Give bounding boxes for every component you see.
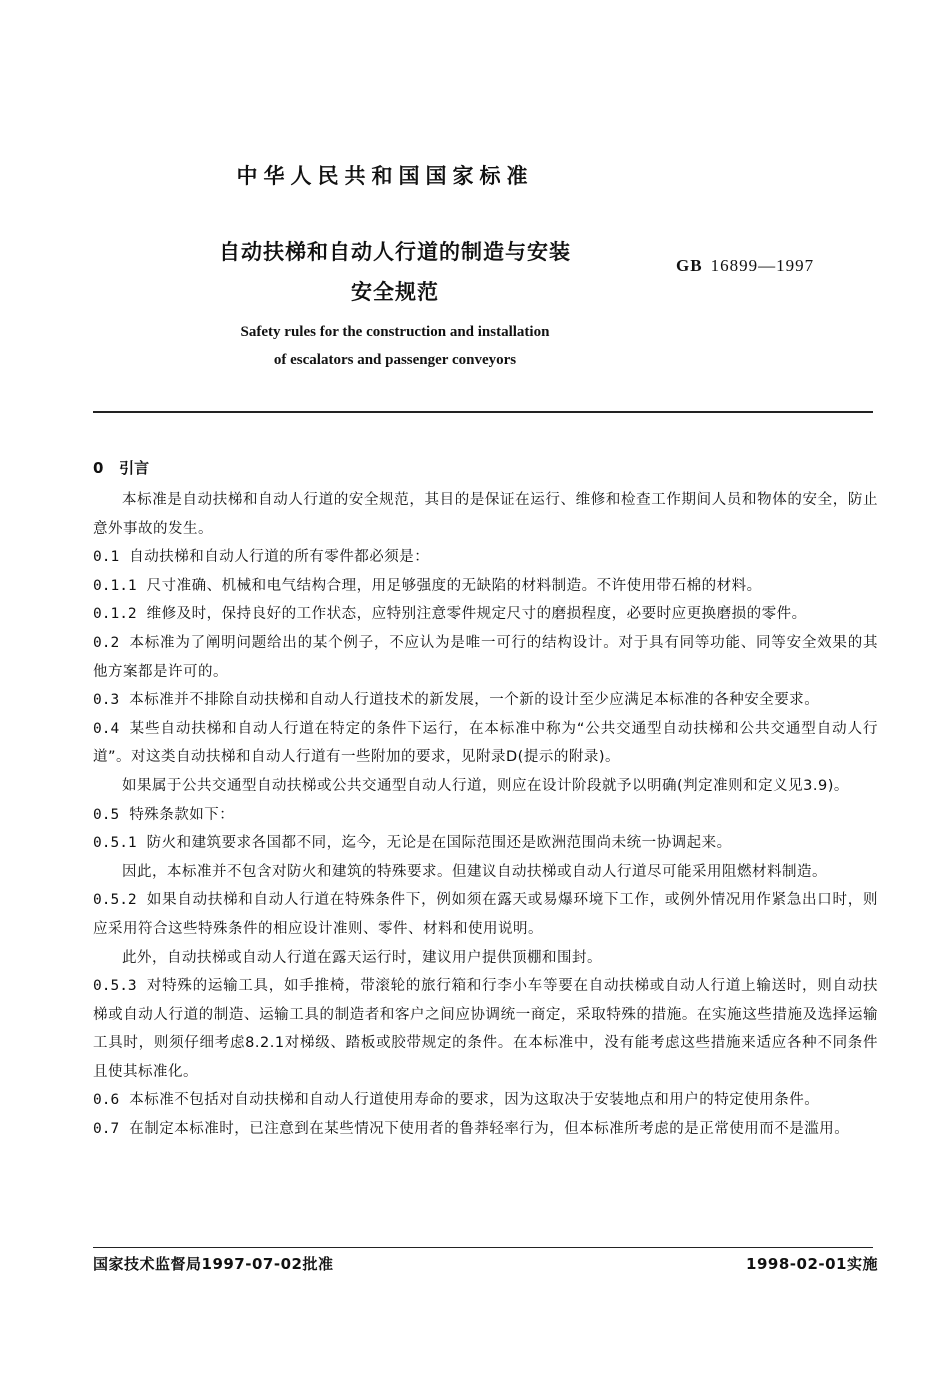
effective-date: 1998-02-01实施 [746,1255,878,1273]
chinese-title-line-2: 安全规范 [351,280,439,304]
section-heading [93,457,149,478]
standard-code [676,256,814,276]
paragraph-text: 特殊条款如下： [129,806,235,823]
clause-number: 0.6 [93,1092,120,1109]
paragraph [93,629,878,686]
paragraph [93,801,878,830]
clause-number: 0.4 [93,720,120,737]
english-title-line-2: of escalators and passenger conveyors [273,352,517,368]
paragraph [93,1115,878,1144]
paragraph-text: 本标准不包括对自动扶梯和自动人行道使用寿命的要求，因为这取决于安装地点和用户的特定使用条件。 [129,1092,820,1109]
paragraph [93,829,878,858]
clause-number: 0.2 [93,634,120,651]
paragraph-text: 此外，自动扶梯或自动人行道在露天运行时，建议用户提供顶棚和围封。 [122,949,602,966]
paragraph [93,858,878,887]
paragraph [93,886,878,943]
paragraph [93,772,878,801]
national-standard-heading: 中华人民共和国国家标准 [236,164,534,188]
paragraph-text: 某些自动扶梯和自动人行道在特定的条件下运行，在本标准中称为“公共交通型自动扶梯和公共交通型自动人行道”。对这类自动扶梯和自动人行道有一些附加的要求，见附录D(提示的附录)。 [93,720,878,766]
paragraph-text: 本标准是自动扶梯和自动人行道的安全规范，其目的是保证在运行、维修和检查工作期间人员和物体的安全，防止意外事故的发生。 [93,492,878,537]
section-title: 引言 [119,459,150,477]
paragraph [93,944,878,973]
paragraph [93,572,878,601]
standard-prefix: GB [676,256,703,275]
paragraph [93,715,878,772]
paragraph-text: 如果自动扶梯和自动人行道在特殊条件下，例如须在露天或易爆环境下工作，或例外情况用作紧急出口时，则应采用符合这些特殊条件的相应设计准则、零件、材料和使用说明。 [93,892,878,937]
paragraph [93,972,878,1086]
clause-number: 0.7 [93,1121,120,1138]
paragraph-text: 尺寸准确、机械和电气结构合理，用足够强度的无缺陷的材料制造。不许使用带石棉的材料。 [146,577,762,594]
paragraph [93,686,878,715]
paragraph-text: 如果属于公共交通型自动扶梯或公共交通型自动人行道，则应在设计阶段就予以明确(判定准则和定义见3.9)。 [122,777,849,794]
paragraph-text: 在制定本标准时，已注意到在某些情况下使用者的鲁莽轻率行为，但本标准所考虑的是正常使用而不是滥用。 [129,1121,850,1138]
paragraph-text: 本标准并不排除自动扶梯和自动人行道技术的新发展，一个新的设计至少应满足本标准的各种安全要求。 [129,692,820,709]
paragraph [93,600,878,629]
clause-number: 0.1.2 [93,606,137,623]
paragraph [93,543,878,572]
paragraph [93,1086,878,1115]
approval-info: 国家技术监督局1997-07-02批准 [93,1255,334,1273]
clause-number: 0.5.1 [93,835,137,852]
footer-divider [93,1247,873,1248]
clause-number: 0.1 [93,549,120,566]
english-title-line-1: Safety rules for the construction and installation [240,324,550,340]
paragraph-text: 防火和建筑要求各国都不同，迄今，无论是在国际范围还是欧洲范围尚未统一协调起来。 [146,835,732,852]
standard-number: 16899—1997 [710,256,815,275]
paragraph-text: 维修及时，保持良好的工作状态，应特别注意零件规定尺寸的磨损程度，必要时应更换磨损的零件。 [146,606,807,623]
header-divider [93,411,873,413]
paragraph-text: 自动扶梯和自动人行道的所有零件都必须是： [129,549,430,566]
clause-number: 0.3 [93,692,120,709]
paragraph [93,486,878,543]
chinese-title-line-1: 自动扶梯和自动人行道的制造与安装 [219,240,571,264]
clause-number: 0.1.1 [93,577,137,594]
body-text [93,486,878,1144]
paragraph-text: 对特殊的运输工具，如手推椅，带滚轮的旅行箱和行李小车等要在自动扶梯或自动人行道上输送时，则自动扶梯或自动人行道的制造、运输工具的制造者和客户之间应协调统一商定，采取特殊的措施。在实施这些措施及选择运输工具时，则须仔细考虑8.2.1对梯级、踏板或胶带规定的条件。在本标准中，没有能考虑这些措施来适应各种不同条件且使其标准化。 [93,978,878,1080]
clause-number: 0.5 [93,806,120,823]
paragraph-text: 因此，本标准并不包含对防火和建筑的特殊要求。但建议自动扶梯或自动人行道尽可能采用阻燃材料制造。 [122,863,827,880]
paragraph-text: 本标准为了阐明问题给出的某个例子，不应认为是唯一可行的结构设计。对于具有同等功能、同等安全效果的其他方案都是许可的。 [93,634,878,680]
clause-number: 0.5.2 [93,892,137,909]
clause-number: 0.5.3 [93,978,137,995]
section-number: 0 [93,459,104,477]
